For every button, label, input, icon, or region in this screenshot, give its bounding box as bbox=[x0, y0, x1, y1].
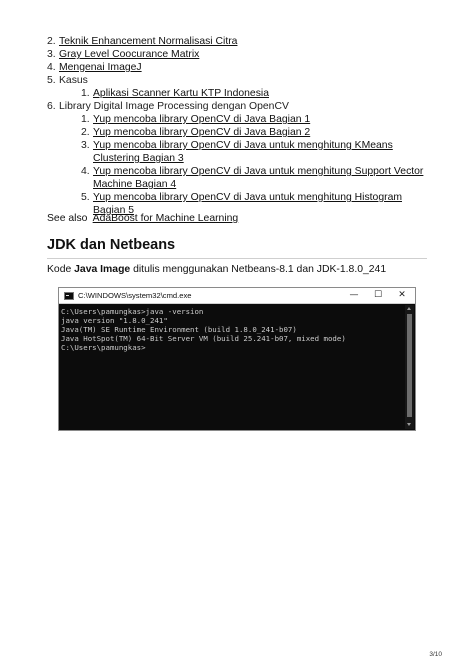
toc-number: 4. bbox=[47, 62, 56, 73]
toc-sublist bbox=[81, 113, 437, 217]
toc-number: 3. bbox=[47, 49, 56, 60]
terminal-line: java version "1.8.0_241" bbox=[61, 316, 168, 325]
toc-sublist bbox=[81, 87, 437, 100]
toc-link-ktp-scanner[interactable]: Aplikasi Scanner Kartu KTP Indonesia bbox=[93, 88, 269, 99]
toc-subitem[interactable] bbox=[81, 139, 437, 165]
section-heading: JDK dan Netbeans bbox=[47, 237, 176, 253]
toc-number: 2. bbox=[81, 127, 90, 138]
see-also-prefix: See also bbox=[47, 213, 88, 224]
toc-number: 2. bbox=[47, 36, 56, 47]
heading-divider bbox=[47, 258, 427, 259]
toc-number: 1. bbox=[81, 88, 90, 99]
toc-subitem[interactable] bbox=[81, 165, 437, 191]
toc-item[interactable] bbox=[47, 61, 437, 74]
scroll-down-arrow-icon[interactable] bbox=[407, 423, 411, 426]
toc-item[interactable] bbox=[47, 48, 437, 61]
toc-number: 4. bbox=[81, 166, 90, 177]
toc-link-opencv-4[interactable]: Yup mencoba library OpenCV di Java untuk menghitung Support Vector Machine Bagian 4 bbox=[93, 166, 424, 190]
toc-label-opencv: Library Digital Image Processing dengan OpenCV bbox=[59, 101, 289, 112]
toc-link-opencv-3[interactable]: Yup mencoba library OpenCV di Java untuk menghitung KMeans Clustering Bagian 3 bbox=[93, 140, 393, 164]
paragraph-bold: Java Image bbox=[74, 264, 131, 275]
toc-subitem[interactable] bbox=[81, 87, 437, 100]
scroll-thumb[interactable] bbox=[407, 314, 412, 417]
terminal-scrollbar[interactable] bbox=[405, 305, 414, 429]
scroll-up-arrow-icon[interactable] bbox=[407, 307, 411, 310]
toc-number: 1. bbox=[81, 114, 90, 125]
toc-number: 3. bbox=[81, 140, 90, 151]
terminal-line: C:\Users\pamungkas>java -version bbox=[61, 307, 204, 316]
toc-number: 6. bbox=[47, 101, 56, 112]
toc-link-normalisasi[interactable]: Teknik Enhancement Normalisasi Citra bbox=[59, 36, 238, 47]
paragraph-text-pre: Kode bbox=[47, 264, 75, 275]
terminal-output[interactable] bbox=[61, 307, 403, 428]
toc-subitem[interactable] bbox=[81, 113, 437, 126]
maximize-icon[interactable]: ☐ bbox=[373, 290, 383, 300]
toc-item[interactable] bbox=[47, 35, 437, 48]
cmd-window-title: C:\WINDOWS\system32\cmd.exe bbox=[78, 291, 192, 300]
toc-link-imagej[interactable]: Mengenai ImageJ bbox=[59, 62, 142, 73]
table-of-contents bbox=[47, 35, 437, 217]
toc-link-opencv-1[interactable]: Yup mencoba library OpenCV di Java Bagian 1 bbox=[93, 114, 311, 125]
close-icon[interactable]: ✕ bbox=[398, 290, 406, 300]
toc-link-glcm[interactable]: Gray Level Coocurance Matrix bbox=[59, 49, 200, 60]
toc-subitem[interactable] bbox=[81, 126, 437, 139]
cmd-window-screenshot bbox=[58, 287, 416, 431]
terminal-line: Java(TM) SE Runtime Environment (build 1.8.0_241-b07) bbox=[61, 325, 297, 334]
toc-number: 5. bbox=[47, 75, 56, 86]
paragraph-text-post: ditulis menggunakan Netbeans-8.1 dan JDK-1.8.0_241 bbox=[130, 264, 387, 275]
cmd-app-icon bbox=[64, 292, 74, 300]
cmd-title-bar bbox=[59, 288, 415, 304]
toc-link-opencv-5[interactable]: Yup mencoba library OpenCV di Java untuk menghitung Histogram Bagian 5 bbox=[93, 192, 402, 216]
toc-item bbox=[47, 74, 437, 100]
terminal-line: C:\Users\pamungkas> bbox=[61, 343, 146, 352]
intro-paragraph bbox=[47, 264, 386, 275]
terminal-line: Java HotSpot(TM) 64-Bit Server VM (build 25.241-b07, mixed mode) bbox=[61, 334, 346, 343]
minimize-icon[interactable]: — bbox=[349, 290, 359, 300]
toc-number: 5. bbox=[81, 192, 90, 203]
toc-label-kasus: Kasus bbox=[59, 75, 88, 86]
toc-link-opencv-2[interactable]: Yup mencoba library OpenCV di Java Bagian 2 bbox=[93, 127, 311, 138]
page-number: 3/10 bbox=[429, 651, 442, 658]
see-also-link[interactable]: AdaBoost for Machine Learning bbox=[92, 213, 239, 224]
toc-item bbox=[47, 100, 437, 217]
see-also bbox=[47, 213, 238, 224]
